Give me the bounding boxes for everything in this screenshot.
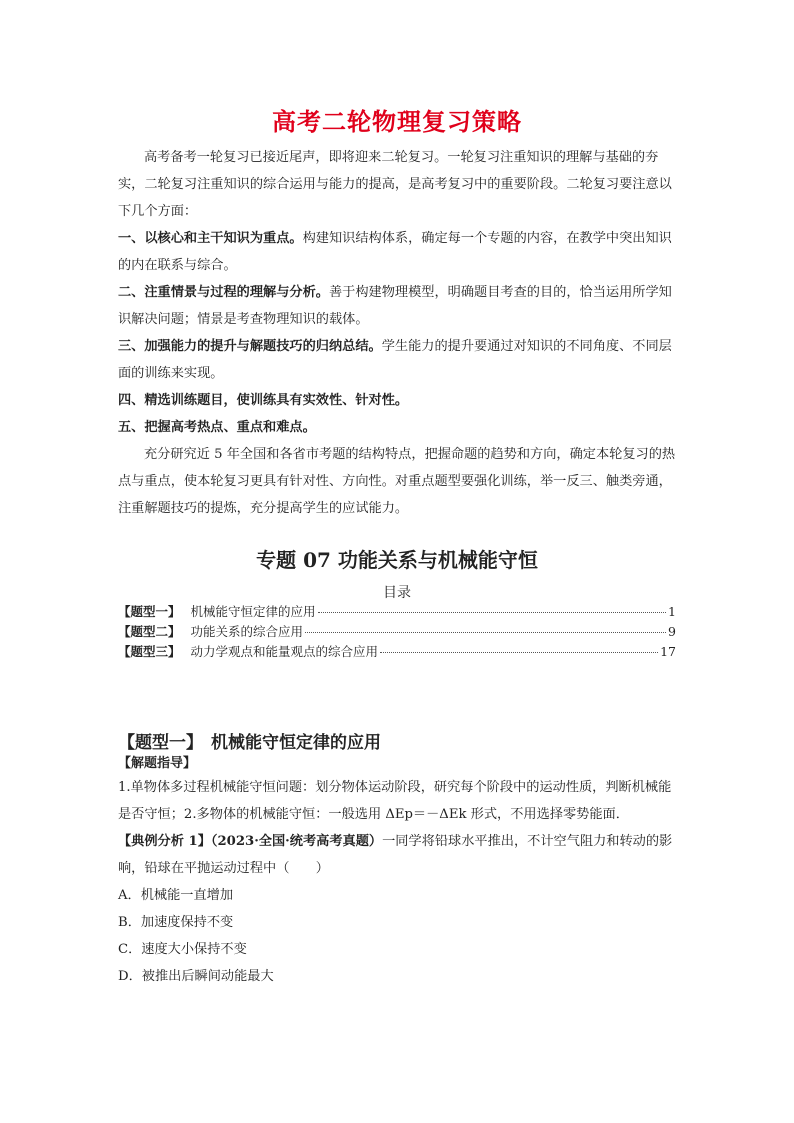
strategy-point-3: 三、加强能力的提升与解题技巧的归纳总结。学生能力的提升要通过对知识的不同角度、不同层面的训练来实现。	[118, 339, 672, 381]
toc-text: 功能关系的综合应用	[190, 624, 304, 639]
section-heading	[118, 728, 381, 753]
toc-page-number: 1	[668, 604, 676, 619]
section-body	[118, 774, 678, 990]
option-b: B．加速度保持不变	[118, 915, 234, 930]
toc-entry-2[interactable]	[118, 622, 676, 642]
toc-page-number: 17	[660, 644, 676, 659]
example-stem: 一同学将铅球水平推出，不计空气阻力和转动的影响，铅球在平抛运动过程中（ ）	[118, 834, 673, 876]
toc-entry-3[interactable]	[118, 642, 676, 662]
strategy-point-5: 五、把握高考热点、重点和难点。	[118, 420, 316, 435]
strategy-body	[118, 144, 678, 522]
topic-title: 专题 07 功能关系与机械能守恒	[256, 548, 538, 572]
section-name: 机械能守恒定律的应用	[211, 733, 381, 753]
option-c: C．速度大小保持不变	[118, 942, 247, 957]
toc-leader	[305, 632, 666, 633]
strategy-point-2: 二、注重情景与过程的理解与分析。善于构建物理模型，明确题目考查的目的，恰当运用所学知识解决问题；情景是考查物理知识的载体。	[118, 285, 672, 327]
toc-leader	[318, 612, 667, 613]
section-tag: 【题型一】	[118, 733, 203, 753]
table-of-contents	[118, 602, 676, 662]
toc-tag: 【题型一】	[118, 604, 181, 619]
toc-page-number: 9	[668, 624, 676, 639]
example-label: 【典例分析 1】	[118, 834, 211, 849]
toc-heading: 目录	[383, 585, 411, 601]
example-question	[118, 828, 678, 882]
page-title: 高考二轮物理复习策略	[272, 108, 522, 136]
toc-tag: 【题型二】	[118, 624, 181, 639]
option-d: D．被推出后瞬间动能最大	[118, 969, 274, 984]
option-a: A．机械能一直增加	[118, 888, 234, 903]
strategy-point-1: 一、以核心和主干知识为重点。构建知识结构体系，确定每一个专题的内容，在教学中突出知识的内在联系与综合。	[118, 231, 672, 273]
toc-text: 动力学观点和能量观点的综合应用	[190, 644, 379, 659]
example-source: （2023·全国·统考高考真题）	[210, 834, 383, 849]
guide-text: 1.单物体多过程机械能守恒问题：划分物体运动阶段，研究每个阶段中的运动性质，判断机械能是否守恒；2.多物体的机械能守恒：一般选用 ΔEp＝－ΔEk 形式，不用选择零势能面．	[118, 780, 672, 822]
toc-leader	[380, 652, 658, 653]
closing-paragraph: 充分研究近 5 年全国和各省市考题的结构特点，把握命题的趋势和方向，确定本轮复习的热点与重点，使本轮复习更具有针对性、方向性。对重点题型要强化训练，举一反三、触类旁通，注重解题技巧的提炼，充分提高学生的应试能力。	[118, 447, 676, 516]
guide-label: 【解题指导】	[118, 756, 197, 771]
toc-text: 机械能守恒定律的应用	[190, 604, 316, 619]
toc-entry-1[interactable]	[118, 602, 676, 622]
toc-tag: 【题型三】	[118, 644, 181, 659]
intro-paragraph: 高考备考一轮复习已接近尾声，即将迎来二轮复习。一轮复习注重知识的理解与基础的夯实，二轮复习注重知识的综合运用与能力的提高，是高考复习中的重要阶段。二轮复习要注意以下几个方面：	[118, 150, 672, 219]
strategy-point-4: 四、精选训练题目，使训练具有实效性、针对性。	[118, 393, 409, 408]
